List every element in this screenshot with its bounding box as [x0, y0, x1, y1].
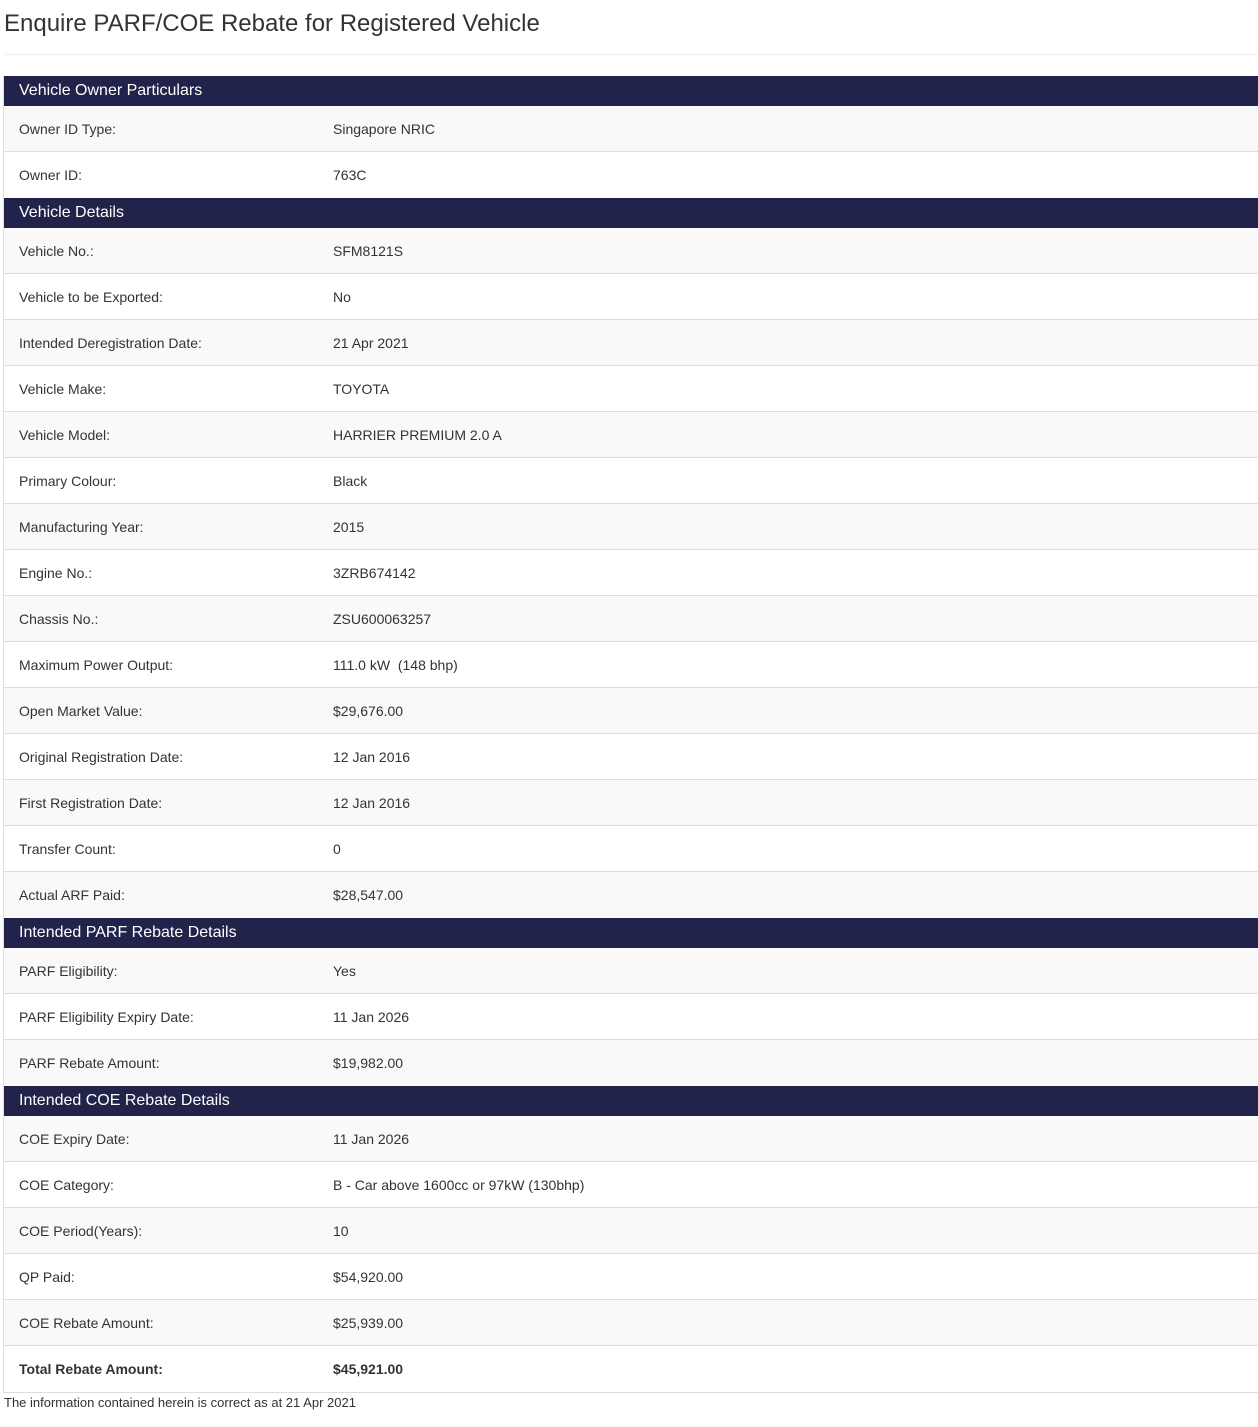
vehicle-model-value: HARRIER PREMIUM 2.0 A [333, 426, 502, 443]
vehicle-make-value: TOYOTA [333, 380, 390, 397]
parf-expiry-date-value: 11 Jan 2026 [333, 1008, 410, 1025]
row-parf-expiry-date [4, 994, 1258, 1040]
first-registration-date-value: 12 Jan 2016 [333, 794, 411, 811]
row-chassis-no [4, 596, 1258, 642]
section-owner-particulars [4, 106, 1258, 198]
row-primary-colour [4, 458, 1258, 504]
information-correct-footnote: The information contained herein is correct as at 21 Apr 2021 [4, 1395, 356, 1410]
vehicle-no-label: Vehicle No.: [19, 242, 94, 259]
row-max-power-output [4, 642, 1258, 688]
row-vehicle-make [4, 366, 1258, 412]
qp-paid-label: QP Paid: [19, 1268, 75, 1285]
page-title: Enquire PARF/COE Rebate for Registered Vehicle [4, 10, 540, 37]
first-registration-date-label: First Registration Date: [19, 794, 163, 811]
row-vehicle-model [4, 412, 1258, 458]
section-header-coe-rebate: Intended COE Rebate Details [4, 1086, 1258, 1116]
open-market-value-label: Open Market Value: [19, 702, 143, 719]
manufacturing-year-label: Manufacturing Year: [19, 518, 144, 535]
row-coe-category [4, 1162, 1258, 1208]
row-original-registration-date [4, 734, 1258, 780]
section-header-vehicle-details: Vehicle Details [4, 198, 1258, 228]
row-coe-period [4, 1208, 1258, 1254]
primary-colour-value: Black [333, 472, 368, 489]
row-open-market-value [4, 688, 1258, 734]
row-manufacturing-year [4, 504, 1258, 550]
parf-rebate-amount-value: $19,982.00 [333, 1055, 404, 1071]
parf-eligibility-label: PARF Eligibility: [19, 962, 118, 979]
qp-paid-value: $54,920.00 [333, 1268, 404, 1285]
row-parf-eligibility [4, 948, 1258, 994]
section-parf-rebate [4, 948, 1258, 1086]
vehicle-exported-value: No [333, 288, 351, 305]
total-rebate-amount-value: $45,921.00 [333, 1361, 404, 1377]
total-rebate-amount-label: Total Rebate Amount: [19, 1361, 163, 1377]
section-coe-rebate [4, 1116, 1258, 1392]
row-first-registration-date [4, 780, 1258, 826]
actual-arf-paid-value: $28,547.00 [333, 887, 404, 903]
actual-arf-paid-label: Actual ARF Paid: [19, 887, 125, 903]
row-transfer-count [4, 826, 1258, 872]
parf-expiry-date-label: PARF Eligibility Expiry Date: [19, 1008, 194, 1025]
row-coe-rebate-amount [4, 1300, 1258, 1346]
row-owner-id-type [4, 106, 1258, 152]
row-total-rebate-amount [4, 1346, 1258, 1392]
row-deregistration-date [4, 320, 1258, 366]
row-engine-no [4, 550, 1258, 596]
section-header-owner-particulars: Vehicle Owner Particulars [4, 76, 1258, 106]
rebate-details-panel [3, 76, 1258, 1393]
original-registration-date-value: 12 Jan 2016 [333, 748, 411, 765]
vehicle-exported-label: Vehicle to be Exported: [19, 288, 163, 305]
coe-category-label: COE Category: [19, 1176, 114, 1193]
section-vehicle-details [4, 228, 1258, 918]
open-market-value-value: $29,676.00 [333, 702, 404, 719]
transfer-count-label: Transfer Count: [19, 840, 116, 857]
transfer-count-value: 0 [333, 840, 341, 857]
engine-no-value: 3ZRB674142 [333, 564, 416, 581]
vehicle-make-label: Vehicle Make: [19, 380, 107, 397]
vehicle-model-label: Vehicle Model: [19, 426, 111, 443]
row-vehicle-no [4, 228, 1258, 274]
manufacturing-year-value: 2015 [333, 518, 365, 535]
row-qp-paid [4, 1254, 1258, 1300]
row-owner-id [4, 152, 1258, 198]
parf-rebate-amount-label: PARF Rebate Amount: [19, 1055, 160, 1071]
coe-period-value: 10 [333, 1222, 349, 1239]
row-actual-arf-paid [4, 872, 1258, 918]
section-header-parf-rebate: Intended PARF Rebate Details [4, 918, 1258, 948]
coe-expiry-date-label: COE Expiry Date: [19, 1130, 130, 1147]
coe-category-value: B - Car above 1600cc or 97kW (130bhp) [333, 1176, 585, 1193]
primary-colour-label: Primary Colour: [19, 472, 117, 489]
owner-id-value: 763C [333, 167, 367, 183]
owner-id-type-label: Owner ID Type: [19, 120, 117, 137]
title-divider [4, 54, 1258, 55]
engine-no-label: Engine No.: [19, 564, 93, 581]
max-power-output-value: 111.0 kW (148 bhp) [333, 656, 458, 673]
deregistration-date-label: Intended Deregistration Date: [19, 334, 202, 351]
coe-rebate-amount-label: COE Rebate Amount: [19, 1314, 154, 1331]
row-parf-rebate-amount [4, 1040, 1258, 1086]
owner-id-type-value: Singapore NRIC [333, 120, 435, 137]
vehicle-no-value: SFM8121S [333, 242, 404, 259]
coe-rebate-amount-value: $25,939.00 [333, 1314, 404, 1331]
owner-id-label: Owner ID: [19, 167, 83, 183]
deregistration-date-value: 21 Apr 2021 [333, 334, 409, 351]
row-coe-expiry-date [4, 1116, 1258, 1162]
chassis-no-label: Chassis No.: [19, 610, 99, 627]
parf-eligibility-value: Yes [333, 962, 356, 979]
coe-expiry-date-value: 11 Jan 2026 [333, 1130, 410, 1147]
coe-period-label: COE Period(Years): [19, 1222, 143, 1239]
max-power-output-label: Maximum Power Output: [19, 656, 174, 673]
chassis-no-value: ZSU600063257 [333, 610, 432, 627]
row-vehicle-exported [4, 274, 1258, 320]
original-registration-date-label: Original Registration Date: [19, 748, 184, 765]
